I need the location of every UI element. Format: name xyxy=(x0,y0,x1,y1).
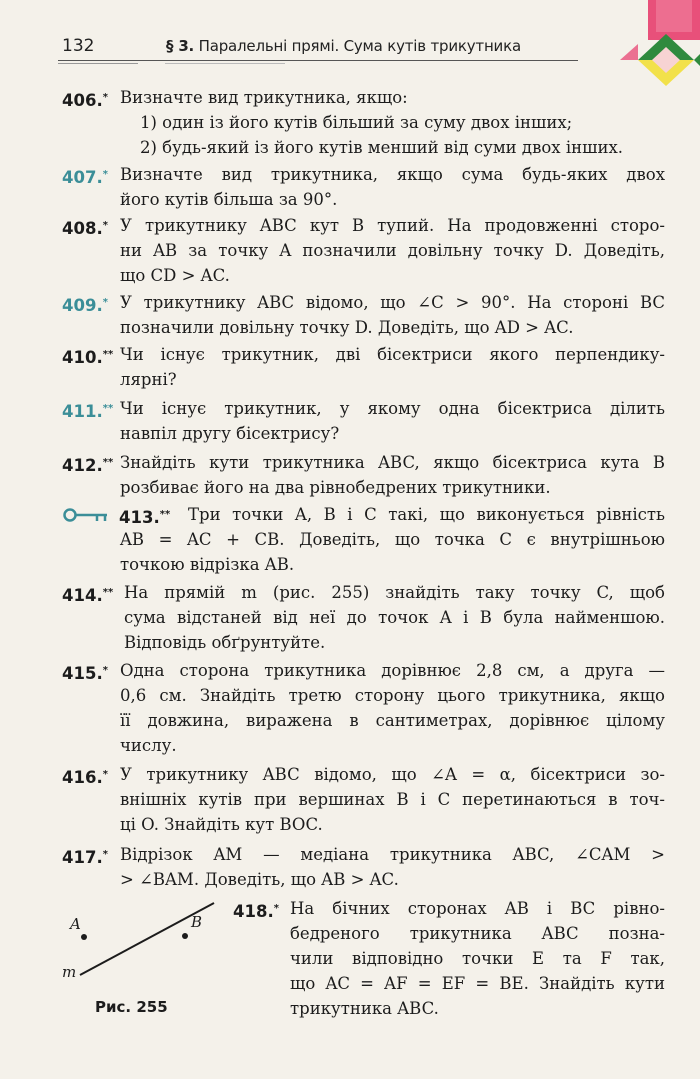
problem-text: Визначте вид трикутника, якщо сума будь-яких двох його кутів більша за 90°. xyxy=(120,165,665,209)
section-number: § 3. xyxy=(166,37,195,55)
point-a-label: A xyxy=(70,915,81,933)
problem-text-cont: AB = AC + CB. Доведіть, що точка C є внутрішньою точкою відрізка AB. xyxy=(120,530,665,574)
problem-text: У трикутнику ABC відомо, що ∠C > 90°. На стороні BC позначили довільну точку D. Доведіть, що AD > AC. xyxy=(120,293,665,337)
problem-text: Три точки A, B і C такі, що виконується рівність xyxy=(188,505,665,524)
problem-text: Чи існує трикутник, дві бісектриси якого перпендику- лярні? xyxy=(120,345,665,389)
page-number: 132 xyxy=(62,36,95,56)
problem-number: 406.* xyxy=(62,91,108,110)
problem-text: Визначте вид трикутника, якщо: 1) один із його кутів більший за суму двох інших; 2) будь-який із його кутів менший від суми двох інших. xyxy=(120,88,624,157)
point-b xyxy=(182,933,188,939)
problem-text: Одна сторона трикутника дорівнює 2,8 см, а друга — 0,6 см. Знайдіть третю сторону цього трикутника, якщо її довжина, виражена в сантиметрах, дорівнює цілому числу. xyxy=(120,661,665,755)
problem-text: На бічних сторонах AB і BC рівно- бедреного трикутника ABC позна- чили відповідно точки E та F так, що AC = AF = EF = BE. Знайдіть кути трикутника ABC. xyxy=(290,899,665,1018)
line-m-label: m xyxy=(62,963,77,981)
problem-number: 416.* xyxy=(62,768,108,787)
problem-number: 409.* xyxy=(62,296,108,315)
problem-number: 415.* xyxy=(62,664,108,683)
problem-number: 413.** xyxy=(119,508,171,527)
problem-number: 417.* xyxy=(62,848,108,867)
point-a xyxy=(81,934,87,940)
section-title-text: Паралельні прямі. Сума кутів трикутника xyxy=(198,37,521,55)
problem-text: На прямій m (рис. 255) знайдіть таку точку C, щоб сума відстаней від неї до точок A і B була найменшою. Відповідь обґрунтуйте. xyxy=(124,583,665,652)
problem-text: У трикутнику ABC кут B тупий. На продовженні сторо- ни AB за точку A позначили довільну точку D. Доведіть, що CD > AC. xyxy=(120,216,665,285)
problem-text: Відрізок AM — медіана трикутника ABC, ∠CAM > > ∠BAM. Доведіть, що AB > AC. xyxy=(120,845,665,889)
figure-caption: Рис. 255 xyxy=(95,998,168,1016)
problem-number: 414.** xyxy=(62,586,114,605)
problem-number: 411.** xyxy=(62,402,114,421)
problem-number: 407.* xyxy=(62,168,108,187)
problem-text: У трикутнику ABC відомо, що ∠A = α, бісектриси зо- внішніх кутів при вершинах B і C перетинаються в точ- ці O. Знайдіть кут BOC. xyxy=(120,765,665,834)
point-b-label: B xyxy=(191,913,203,931)
problem-number: 412.** xyxy=(62,456,114,475)
problem-number: 418.* xyxy=(233,902,279,921)
problem-number: 410.** xyxy=(62,348,114,367)
problem-text: Знайдіть кути трикутника ABC, якщо бісектриса кута B розбиває його на два рівнобедрених трикутники. xyxy=(120,453,665,497)
problem-number: 408.* xyxy=(62,219,108,238)
problem-text: Чи існує трикутник, у якому одна бісектриса ділить навпіл другу бісектрису? xyxy=(120,399,665,443)
